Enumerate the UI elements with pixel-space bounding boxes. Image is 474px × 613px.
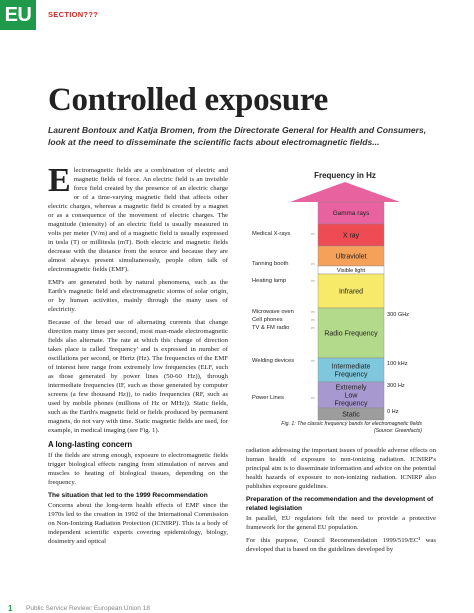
frequency-boundary-label: 300 Hz [387,383,405,389]
frequency-boundary-label: 0 Hz [387,409,399,415]
source-label: TV & FM radio [252,325,290,331]
source-label: Cell phones [252,317,283,323]
article-title: Controlled exposure [48,82,329,118]
subsection-heading: The situation that led to the 1999 Recommendation [48,492,208,499]
eu-badge: EU [0,0,36,30]
footer-text: Public Service Review: European Union 18 [26,605,150,612]
article-subtitle: Laurent Bontoux and Katja Bromen, from the Directorate General for Health and Consumers, look at the need to disseminate the scientific facts about electromagnetic fields... [48,125,427,147]
paragraph: Concerns about the long-term health effects of EMF since the 1970s led to the creation in 1992 of the International Commission on Non-Ionizing Radiation Protection (ICNIRP). This is a body of independent scientific experts covering epidemiology, biology, dosimetry and optical [48,502,228,545]
band-0-label: Gamma rays [332,210,370,218]
subsection-heading: Preparation of the recommendation and the development of related legislation [246,496,434,512]
double-arrow-icon: ⇔ [310,395,316,402]
source-label: Heating lamp [252,278,287,284]
double-arrow-icon: ⇔ [310,261,316,268]
band-1-label: X ray [342,232,360,240]
band-8-label: Static [342,411,360,419]
band-3-label: Visible light [336,267,366,274]
section-label: SECTION??? [48,10,99,19]
source-label: Microwave oven [252,309,294,315]
band-5-label: Radio Frequency [324,330,378,338]
paragraph: Because of the broad use of alternating currents that change direction many times per second, most man-made electromagnetic fields also alternate. The rate at which this change of direction takes place is called 'frequency' and is expressed in number of oscillations per second, or Hertz (Hz). The frequencies of the EMF of interest here range from extremely low frequencies (ELF, such as those generated by power lines (50-60 Hz)), through intermediate frequencies (IF, such as those generated by computer screens (a few thousand Hz)), to radio frequencies (RF, such as used by mobile phones (millions of Hz or MHz)). Static fields, such as the Earth's magnetic field or fields produced by permanent magnets, do not vary with time. Static magnetic fields are used, for example, in medical imaging (see Fig. 1). [48,319,228,434]
double-arrow-icon: ⇔ [310,325,316,332]
source-label: Welding devices [252,358,295,364]
band-6-label: Frequency [334,371,368,379]
paragraph: For this purpose, Council Recommendation 1999/519/EC¹ was developed that is based on the guidelines developed by [246,537,436,553]
drop-cap: E [48,162,71,199]
source-label: Tanning booth [252,261,289,267]
paragraph: radiation addressing the important issues of possible adverse effects on human health of exposure to non-ionizing radiation. ICNIRP's principal aim is to disseminate information and advice on the potential health hazards of exposure to non-ionizing radiation. ICNIRP also publishes exposure guidelines. [246,447,436,490]
band-4-label: Infrared [338,288,364,296]
frequency-boundary-label: 300 GHz [387,312,410,318]
band-7-label: Frequency [334,400,368,408]
frequency-boundary-label: 100 kHz [387,361,408,367]
figure-caption: Fig. 1: The classic frequency bands for electromagnetic fields (Source: Greenfacts) [281,421,422,434]
paragraph: If the fields are strong enough, exposure to electromagnetic fields trigger biological effects ranging from stimulation of nerves and muscles to heating of biological tissues, depending on the frequency. [48,452,228,486]
double-arrow-icon: ⇔ [310,278,316,285]
double-arrow-icon: ⇔ [310,231,316,238]
paragraph: In parallel, EU regulators felt the need to provide a protective framework for the general EU population. [246,515,436,531]
page-number: 1 [8,604,13,613]
body-column-left [48,162,228,550]
arrow-head [290,182,400,202]
body-column-right [246,446,436,558]
band-7-label: Low [344,392,358,400]
figure-title: Frequency in Hz [314,171,376,180]
double-arrow-icon: ⇔ [310,358,316,365]
double-arrow-icon: ⇔ [310,309,316,316]
paragraph: EMFs are generated both by natural phenomena, such as the Earth's magnetic field and electromagnetic storms of solar origin, or by human activities, mainly through the many uses of electricity. [48,279,228,313]
band-6-label: Intermediate [331,363,371,371]
frequency-band-figure [252,168,442,430]
band-7-label: Extremely [335,384,367,392]
source-label: Power Lines [252,395,284,401]
source-label: Medical X-rays [252,231,291,237]
band-2-label: Ultraviolet [335,253,367,261]
double-arrow-icon: ⇔ [310,317,316,324]
paragraph: Electromagnetic fields are a combination of electric and magnetic fields of force. An electric field is an invisible force field created by the presence of an electric charge or of a time-varying magnetic field that affects other electric charges, whereas a magnetic field is created by a magnet or as a consequence of the movement of electric charges. The magnitude (intensity) of an electric field is usually measured in volts per meter (V/m) and of a magnetic field is usually expressed in tesla (T) or millitesla (mT). Both electric and magnetic fields decrease with the distance from the source and because they are almost always present simultaneously, people often talk of electromagnetic fields (EMF). [48,162,228,273]
section-heading: A long-lasting concern [48,440,133,449]
